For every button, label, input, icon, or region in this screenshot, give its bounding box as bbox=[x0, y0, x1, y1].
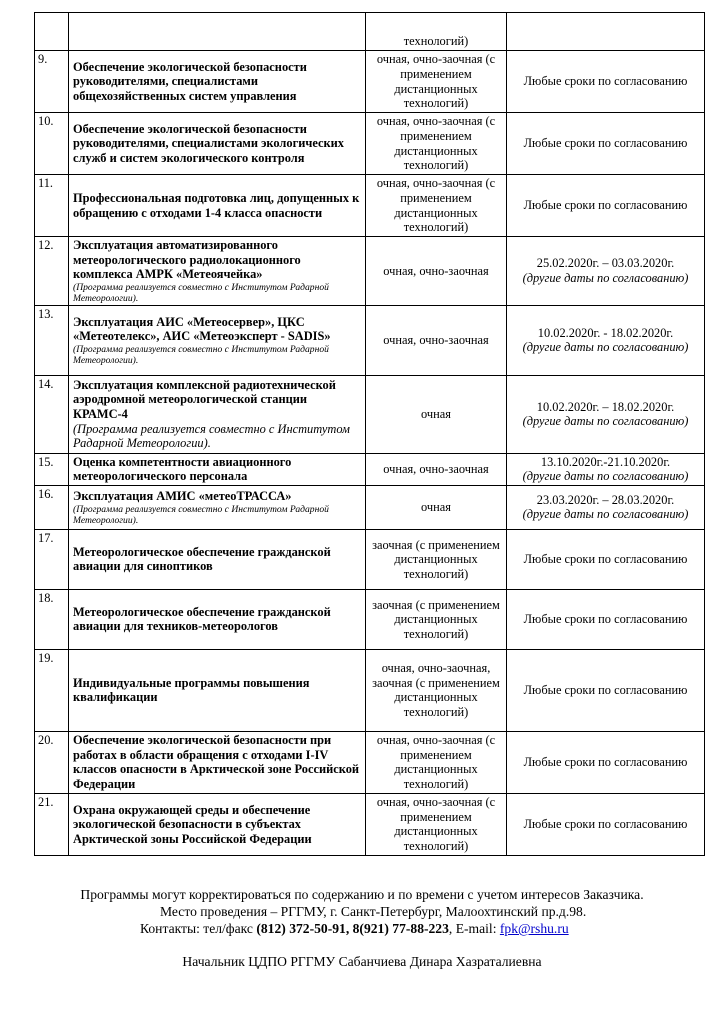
study-form: очная bbox=[421, 406, 451, 421]
dates-main: 10.02.2020г. – 18.02.2020г. bbox=[536, 399, 675, 414]
dates-main: 10.02.2020г. - 18.02.2020г. bbox=[537, 325, 674, 340]
row-number: 9. bbox=[38, 52, 48, 66]
cell-form bbox=[366, 649, 507, 731]
cell-num bbox=[35, 51, 69, 113]
footer-location: Место проведения – РГГМУ, г. Санкт-Петербург, Малоохтинский пр.д.98. bbox=[160, 904, 587, 919]
study-form: очная, очно-заочная bbox=[383, 462, 489, 477]
cell-num bbox=[35, 485, 69, 529]
dates-alternative: (другие даты по согласованию) bbox=[522, 507, 689, 522]
cell-num bbox=[35, 731, 69, 793]
cell-name bbox=[69, 485, 366, 529]
cell-dates bbox=[507, 485, 705, 529]
cell-form bbox=[366, 589, 507, 649]
cell-name bbox=[69, 175, 366, 237]
dates-main: Любые сроки по согласованию bbox=[523, 198, 688, 213]
dates-main: Любые сроки по согласованию bbox=[523, 612, 688, 627]
program-name: Эксплуатация АИС «Метеосервер», ЦКС «Метеотелекс», АИС «Метеоэксперт - SADIS» bbox=[73, 314, 331, 344]
programs-table-body bbox=[35, 13, 705, 856]
dates-main: Любые сроки по согласованию bbox=[523, 755, 688, 770]
cell-name bbox=[69, 13, 366, 51]
cell-dates bbox=[507, 113, 705, 175]
table-row bbox=[35, 529, 705, 589]
cell-form bbox=[366, 375, 507, 453]
table-row bbox=[35, 485, 705, 529]
study-form: очная, очно-заочная (с применением дистанционных технологий) bbox=[376, 176, 496, 235]
program-name: Обеспечение экологической безопасности руководителями, специалистами экологических служб и систем экологического контроля bbox=[73, 121, 344, 165]
dates-alternative: (другие даты по согласованию) bbox=[522, 469, 689, 484]
program-name: Оценка компетентности авиационного метеорологического персонала bbox=[73, 454, 292, 484]
cell-num bbox=[35, 305, 69, 375]
program-name: Индивидуальные программы повышения квалификации bbox=[73, 675, 310, 705]
cell-name bbox=[69, 237, 366, 306]
cell-name bbox=[69, 305, 366, 375]
cell-name bbox=[69, 113, 366, 175]
program-name: Обеспечение экологической безопасности при работах в области обращения с отходами I-IV классов опасности в Арктической зоне Российской Федерации bbox=[73, 733, 360, 792]
program-name: Эксплуатация комплексной радиотехнической аэродромной метеорологической станции КРАМС-4 bbox=[73, 377, 336, 421]
program-name: Охрана окружающей среды и обеспечение экологической безопасности в субъектах Арктической зоны Российской Федерации bbox=[73, 802, 312, 846]
cell-name bbox=[69, 589, 366, 649]
row-number: 13. bbox=[38, 306, 54, 321]
cell-name bbox=[69, 649, 366, 731]
cell-dates bbox=[507, 731, 705, 793]
dates-alternative: (другие даты по согласованию) bbox=[522, 270, 689, 285]
programs-table bbox=[34, 12, 705, 856]
cell-form bbox=[366, 113, 507, 175]
row-number: 16. bbox=[38, 486, 54, 501]
table-row bbox=[35, 649, 705, 731]
dates-main: 25.02.2020г. – 03.03.2020г. bbox=[536, 256, 675, 271]
cell-dates bbox=[507, 375, 705, 453]
cell-name bbox=[69, 375, 366, 453]
cell-form bbox=[366, 731, 507, 793]
row-number: 10. bbox=[38, 114, 54, 128]
contacts-label: Контакты: тел/факс bbox=[140, 921, 257, 936]
email-label: , E-mail: bbox=[448, 921, 500, 936]
cell-form bbox=[366, 13, 507, 51]
study-form: очная, очно-заочная (с применением дистанционных технологий) bbox=[376, 52, 496, 111]
program-note: (Программа реализуется совместно с Институтом Радарной Метеорологии). bbox=[73, 343, 329, 366]
table-row bbox=[35, 237, 705, 306]
cell-dates bbox=[507, 13, 705, 51]
cell-name bbox=[69, 453, 366, 485]
cell-dates bbox=[507, 51, 705, 113]
cell-num bbox=[35, 453, 69, 485]
dates-main: 13.10.2020г.-21.10.2020г. bbox=[540, 454, 671, 469]
cell-form bbox=[366, 529, 507, 589]
table-row bbox=[35, 375, 705, 453]
dates-main: Любые сроки по согласованию bbox=[523, 74, 688, 89]
table-row bbox=[35, 793, 705, 855]
study-form: очная, очно-заочная (с применением дистанционных технологий) bbox=[376, 114, 496, 173]
cell-num bbox=[35, 793, 69, 855]
table-row-continued bbox=[35, 13, 705, 51]
study-form: очная, очно-заочная (с применением дистанционных технологий) bbox=[376, 795, 496, 854]
cell-form bbox=[366, 453, 507, 485]
cell-num bbox=[35, 375, 69, 453]
contacts-phones: (812) 372-50-91, 8(921) 77-88-223 bbox=[256, 921, 449, 936]
table-row bbox=[35, 305, 705, 375]
program-note: (Программа реализуется совместно с Институтом Радарной Метеорологии). bbox=[73, 421, 350, 451]
program-name: Метеорологическое обеспечение гражданской авиации для техников-метеорологов bbox=[73, 604, 331, 634]
cell-num bbox=[35, 113, 69, 175]
table-row bbox=[35, 589, 705, 649]
cell-name bbox=[69, 793, 366, 855]
study-form: заочная (с применением дистанционных технологий) bbox=[372, 537, 500, 581]
program-name: Профессиональная подготовка лиц, допущенных к обращению с отходами 1-4 класса опасности bbox=[73, 190, 360, 220]
cell-form bbox=[366, 175, 507, 237]
footer-signature: Начальник ЦДПО РГГМУ Сабанчиева Динара Хазраталиевна bbox=[182, 954, 542, 969]
study-form: заочная (с применением дистанционных технологий) bbox=[372, 597, 500, 641]
cell-name bbox=[69, 529, 366, 589]
cell-num bbox=[35, 529, 69, 589]
row-number: 17. bbox=[38, 530, 54, 545]
cell-form bbox=[366, 485, 507, 529]
form-text: технологий) bbox=[403, 34, 469, 49]
cell-dates bbox=[507, 529, 705, 589]
table-row bbox=[35, 731, 705, 793]
program-note: (Программа реализуется совместно с Институтом Радарной Метеорологии). bbox=[73, 281, 329, 304]
program-name: Обеспечение экологической безопасности руководителями, специалистами общехозяйственных систем управления bbox=[73, 59, 307, 103]
cell-dates bbox=[507, 649, 705, 731]
cell-dates bbox=[507, 453, 705, 485]
dates-main: Любые сроки по согласованию bbox=[523, 552, 688, 567]
row-number: 11. bbox=[38, 176, 54, 190]
program-name: Эксплуатация автоматизированного метеорологического радиолокационного комплекса АМРК «Метеоячейка» bbox=[73, 238, 301, 282]
table-row bbox=[35, 175, 705, 237]
footer-contacts bbox=[140, 920, 720, 937]
cell-num bbox=[35, 175, 69, 237]
dates-main: 23.03.2020г. – 28.03.2020г. bbox=[536, 492, 675, 507]
study-form: очная, очно-заочная bbox=[383, 263, 489, 278]
cell-form bbox=[366, 793, 507, 855]
row-number: 12. bbox=[38, 238, 54, 252]
cell-name bbox=[69, 731, 366, 793]
cell-form bbox=[366, 237, 507, 306]
cell-form bbox=[366, 51, 507, 113]
program-name: Метеорологическое обеспечение гражданской авиации для синоптиков bbox=[73, 544, 331, 574]
table-row bbox=[35, 51, 705, 113]
row-number: 19. bbox=[38, 650, 54, 665]
row-number: 20. bbox=[38, 732, 54, 747]
cell-num bbox=[35, 237, 69, 306]
study-form: очная bbox=[421, 500, 451, 515]
study-form: очная, очно-заочная bbox=[383, 332, 489, 347]
row-number: 18. bbox=[38, 590, 54, 605]
study-form: очная, очно-заочная (с применением дистанционных технологий) bbox=[376, 733, 496, 792]
cell-name bbox=[69, 51, 366, 113]
row-number: 14. bbox=[38, 376, 54, 391]
cell-dates bbox=[507, 237, 705, 306]
dates-main: Любые сроки по согласованию bbox=[523, 136, 688, 151]
dates-main: Любые сроки по согласованию bbox=[523, 683, 688, 698]
row-number: 15. bbox=[38, 454, 54, 469]
dates-alternative: (другие даты по согласованию) bbox=[522, 340, 689, 355]
table-row bbox=[35, 113, 705, 175]
cell-num bbox=[35, 649, 69, 731]
row-number: 21. bbox=[38, 794, 54, 809]
cell-form bbox=[366, 305, 507, 375]
footer-note: Программы могут корректироваться по содержанию и по времени с учетом интересов Заказчика. bbox=[80, 887, 644, 902]
dates-main: Любые сроки по согласованию bbox=[523, 817, 688, 832]
cell-num bbox=[35, 589, 69, 649]
cell-dates bbox=[507, 305, 705, 375]
dates-alternative: (другие даты по согласованию) bbox=[522, 414, 689, 429]
cell-dates bbox=[507, 175, 705, 237]
cell-dates bbox=[507, 589, 705, 649]
table-row bbox=[35, 453, 705, 485]
cell-dates bbox=[507, 793, 705, 855]
program-note: (Программа реализуется совместно с Институтом Радарной Метеорологии). bbox=[73, 503, 329, 526]
cell-num bbox=[35, 13, 69, 51]
email-link[interactable]: fpk@rshu.ru bbox=[499, 921, 569, 936]
study-form: очная, очно-заочная, заочная (с применением дистанционных технологий) bbox=[372, 661, 500, 720]
program-name: Эксплуатация АМИС «метеоТРАССА» bbox=[73, 489, 292, 504]
